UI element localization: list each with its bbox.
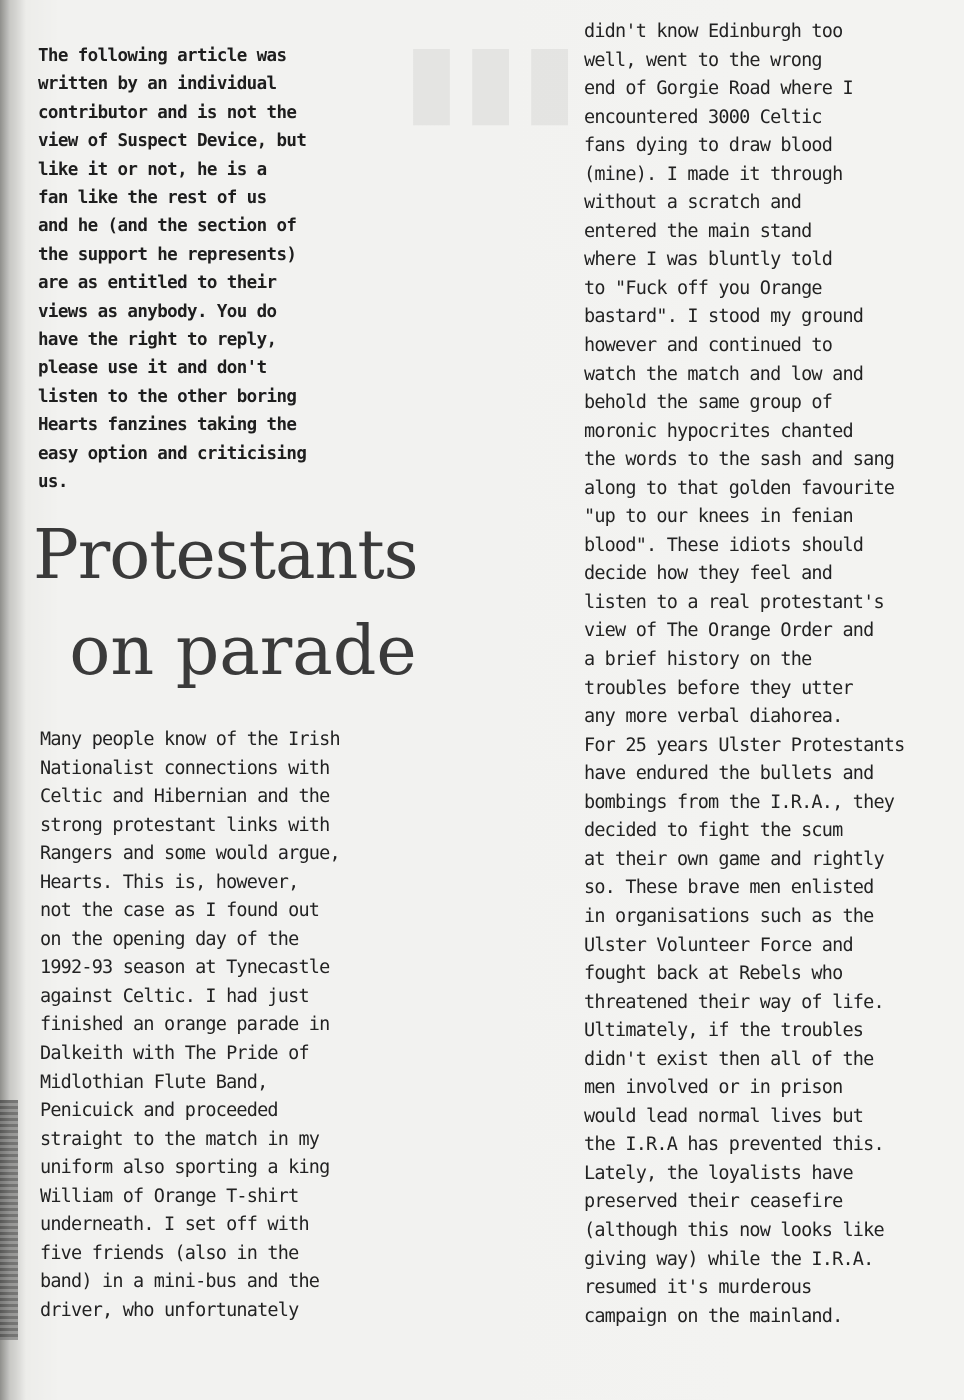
article-headline	[33, 508, 503, 700]
headline-line-1: Protestants	[33, 516, 418, 595]
show-through-bleed: ▮▮▮	[400, 20, 578, 137]
article-body-left-column: Many people know of the Irish Nationalist connections with Celtic and Hibernian and the strong protestant links with Rangers and some would argue, Hearts. This is, however, not the case as I found out on the opening day of the 1992-93 season at Tynecastle against Celtic. I had just finished an orange parade in Dalkeith with The Pride of Midlothian Flute Band, Penicuick and proceeded straight to the match in my uniform also sporting a king William of Orange T-shirt underneath. I set off with five friends (also in the band) in a mini-bus and the driver, who unfortunately	[40, 729, 340, 1321]
article-body-right-column: didn't know Edinburgh too well, went to the wrong end of Gorgie Road where I encountered 3000 Celtic fans dying to draw blood (mine). I made it through without a scratch and entered the main stand where I was bluntly told to "Fuck off you Orange bastard". I stood my ground however and continued to watch the match and low and behold the same group of moronic hypocrites chanted the words to the sash and sang along to that golden favourite "up to our knees in fenian blood". These idiots should decide how they feel and listen to a real protestant's view of The Orange Order and a brief history on the troubles before they utter any more verbal diahorea. For 25 years Ulster Protestants have endured the bullets and bombings from the I.R.A., they decided to fight the scum at their own game and rightly so. These brave men enlisted in organisations such as the Ulster Volunteer Force and fought back at Rebels who threatened their way of life. Ultimately, if the troubles didn't exist then all of the men involved or in prison would lead normal lives but the I.R.A has prevented this. Lately, the loyalists have preserved their ceasefire (although this now looks like giving way) while the I.R.A. resumed it's murderous campaign on the mainland.	[584, 21, 905, 1327]
headline-line-2: on parade	[69, 612, 417, 691]
editorial-disclaimer: The following article was written by an individual contributor and is not the view of Suspect Device, but like it or not, he is a fan like the rest of us and he (and the section of the support he represents) are as entitled to their views as anybody. You do have the right to reply, please use it and don't listen to the other boring Hearts fanzines taking the easy option and criticising us.	[38, 46, 307, 493]
spine-scan-artifact	[0, 1100, 18, 1340]
